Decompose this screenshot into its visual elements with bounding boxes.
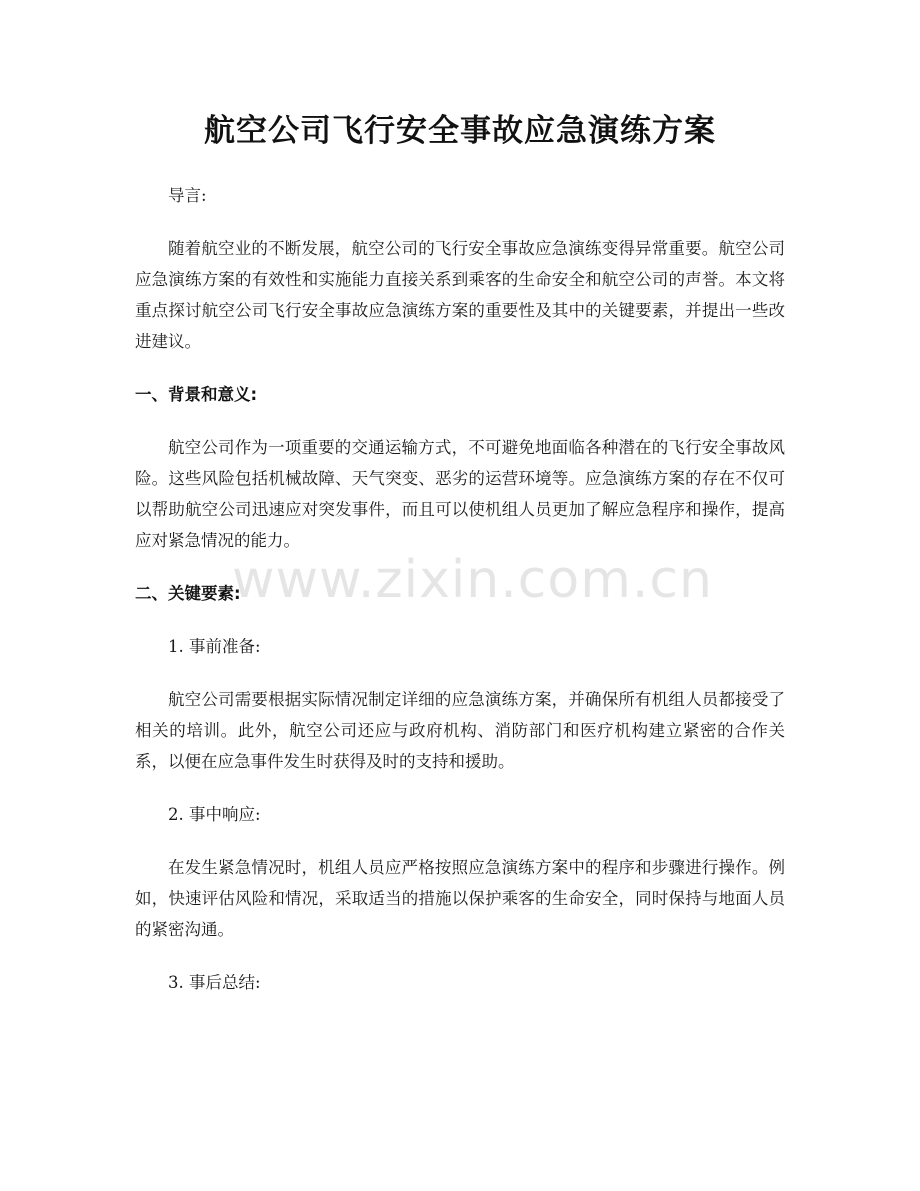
preparation-paragraph: 航空公司需要根据实际情况制定详细的应急演练方案，并确保所有机组人员都接受了相关的培训。此外，航空公司还应与政府机构、消防部门和医疗机构建立紧密的合作关系，以便在应急事件发生时获得及时的支持和援助。 [135, 690, 785, 771]
section-heading-background: 一、背景和意义: [135, 385, 258, 404]
watermark: www.zixin.com.cn [232, 550, 713, 610]
background-paragraph: 航空公司作为一项重要的交通运输方式，不可避免地面临各种潜在的飞行安全事故风险。这些风险包括机械故障、天气突变、恶劣的运营环境等。应急演练方案的存在不仅可以帮助航空公司迅速应对突发事件，而且可以使机组人员更加了解应急程序和操作，提高应对紧急情况的能力。 [135, 438, 785, 550]
subheading-preparation: 1. 事前准备: [168, 637, 261, 656]
subheading-response: 2. 事中响应: [168, 805, 261, 824]
subheading-summary: 3. 事后总结: [168, 973, 261, 992]
intro-paragraph: 随着航空业的不断发展，航空公司的飞行安全事故应急演练变得异常重要。航空公司应急演练方案的有效性和实施能力直接关系到乘客的生命安全和航空公司的声誉。本文将重点探讨航空公司飞行安全事故应急演练方案的重要性及其中的关键要素，并提出一些改进建议。 [135, 239, 785, 351]
document-title: 航空公司飞行安全事故应急演练方案 [204, 113, 716, 149]
response-paragraph: 在发生紧急情况时，机组人员应严格按照应急演练方案中的程序和步骤进行操作。例如，快速评估风险和情况，采取适当的措施以保护乘客的生命安全，同时保持与地面人员的紧密沟通。 [135, 858, 785, 939]
lead-label: 导言: [168, 186, 207, 205]
document-body [135, 180, 785, 1020]
section-heading-key-elements: 二、关键要素: [135, 584, 241, 603]
